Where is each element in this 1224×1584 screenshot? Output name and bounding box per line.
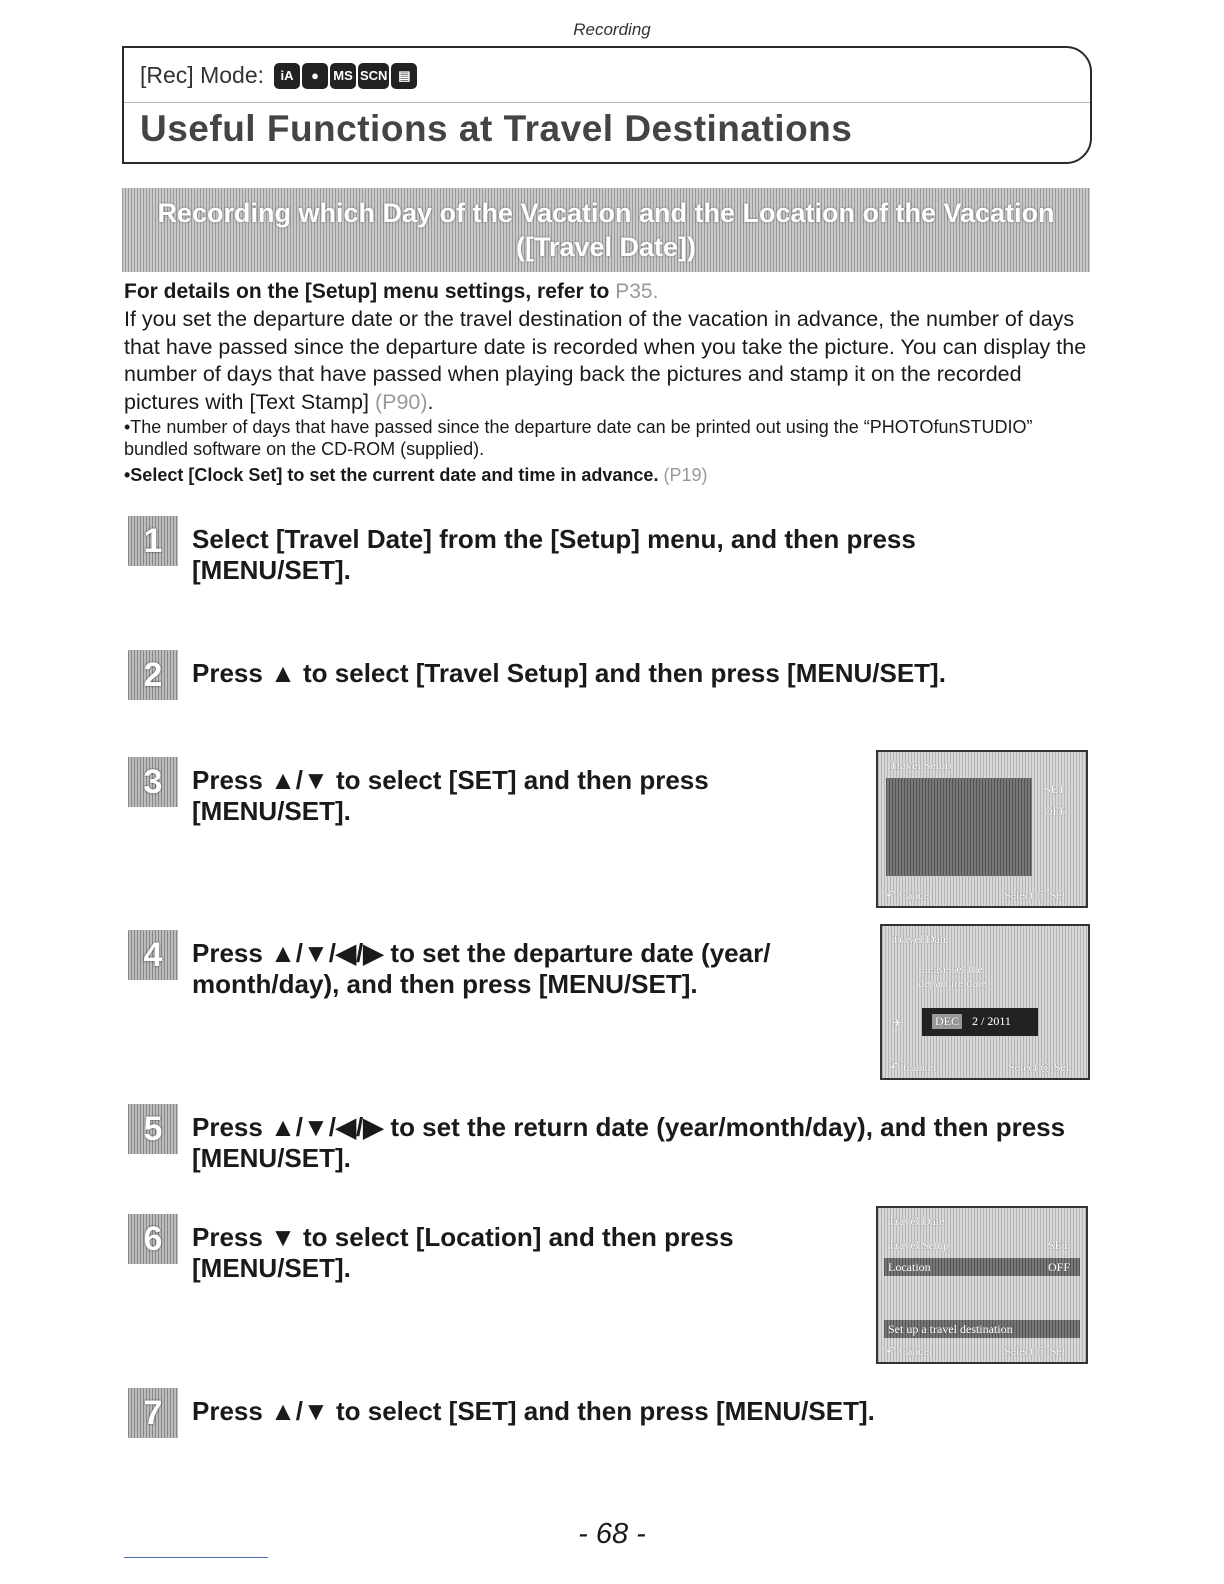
page-number: - 68 - [578, 1518, 646, 1550]
screen-preview-area [886, 778, 1032, 876]
step-number: 7 [128, 1388, 178, 1438]
screen-cancel: ↶ Cancel [886, 888, 933, 902]
screen-select-set: Select ◎ Set [1004, 1344, 1066, 1358]
step-number: 1 [128, 516, 178, 566]
cancel-label: Cancel [899, 1344, 933, 1358]
step-text: Press ▲ to select [Travel Setup] and then press [MENU/SET]. [192, 658, 946, 688]
step-text: Press ▲/▼ to select [SET] and then press [MENU/SET]. [192, 765, 709, 826]
details-reference [124, 280, 658, 304]
travel-setup-screen [876, 750, 1088, 908]
set-label: Set [1049, 1344, 1066, 1358]
screen-select-set: Select ◎ Set [1004, 888, 1066, 902]
date-value: 2 / 2011 [972, 1014, 1011, 1028]
set-label: Set [1049, 888, 1066, 902]
date-month: DEC [932, 1014, 962, 1029]
screen-title: Travel Date [892, 932, 949, 946]
intro-text: If you set the departure date or the travel destination of the vacation in advance, the number of days that have passed since the departure date is recorded when you take the picture. You can display the number of days that have passed when playing back the pictures and stamp it on the recorded pictures with [Text Stamp] [124, 307, 1087, 414]
section-banner [122, 188, 1090, 272]
screen-title: Travel Date [888, 1214, 945, 1228]
row-travel-setup: Travel Setup [888, 1238, 950, 1252]
screen-cancel: ↶ Cancel [890, 1060, 937, 1074]
step-number: 2 [128, 650, 178, 700]
step-number: 6 [128, 1214, 178, 1264]
screen-option-set: SET [1044, 782, 1066, 796]
cancel-label: Cancel [899, 888, 933, 902]
normal-picture-mode-icon: ● [302, 63, 328, 89]
location-screen [876, 1206, 1088, 1364]
rec-mode-row [140, 62, 417, 89]
intro-end: . [427, 389, 434, 414]
departure-date-screen [880, 924, 1090, 1080]
screen-option-off: OFF [1044, 804, 1067, 818]
note-clock-set-ref[interactable]: (P19) [663, 465, 708, 485]
page-title: Useful Functions at Travel Destinations [140, 108, 853, 149]
step-text: Press ▲/▼/◀/▶ to set the return date (year/month/day), and then press [MENU/SET]. [192, 1112, 1066, 1173]
hint-text: Set up a travel destination [888, 1322, 1013, 1336]
details-text: For details on the [Setup] menu settings, refer to [124, 280, 610, 303]
step-text: Press ▲/▼/◀/▶ to set the departure date (year/ month/day), and then press [MENU/SET]. [192, 938, 771, 999]
screen-title: Travel Setup [890, 758, 952, 772]
departure-icon: ✈ [892, 1016, 903, 1030]
note-photofunstudio: •The number of days that have passed since the departure date can be printed out using the “PHOTOfunSTUDIO” bundled software on the CD-ROM (supplied). [124, 417, 1033, 459]
step-number: 5 [128, 1104, 178, 1154]
step-text: Press ▲/▼ to select [SET] and then press [MENU/SET]. [192, 1396, 875, 1426]
intro-paragraph [124, 306, 1094, 416]
motion-picture-mode-icon: ▤ [391, 63, 417, 89]
footer-rule [124, 1557, 268, 1558]
banner-line-1: Recording which Day of the Vacation and the Location of the Vacation [157, 198, 1055, 228]
select-label: Select [1004, 888, 1034, 902]
screen-cancel: ↶ Cancel [886, 1344, 933, 1358]
select-label: Select [1008, 1060, 1038, 1074]
step-number: 3 [128, 757, 178, 807]
note-clock-set-text: •Select [Clock Set] to set the current date and time in advance. [124, 465, 659, 485]
note-clock-set [124, 464, 1094, 486]
step-text: Press ▼ to select [Location] and then press [MENU/SET]. [192, 1222, 734, 1283]
my-scene-mode-icon: MS [330, 63, 356, 89]
row-location: Location [888, 1260, 931, 1274]
intro-page-ref[interactable]: (P90) [374, 389, 428, 414]
banner-line-2: ([Travel Date]) [515, 232, 697, 262]
cancel-label: Cancel [903, 1060, 937, 1074]
intelligent-auto-mode-icon: iA [274, 63, 300, 89]
step-text: Select [Travel Date] from the [Setup] menu, and then press [MENU/SET]. [192, 524, 916, 585]
screen-select-set: Select ◎ Set [1008, 1060, 1070, 1074]
set-label: Set [1053, 1060, 1070, 1074]
rec-mode-label: [Rec] Mode: [140, 62, 264, 88]
mode-icons [274, 63, 417, 89]
screen-message: Please set the departure date [918, 962, 987, 990]
row-travel-setup-value: SET [1048, 1238, 1070, 1252]
details-page-ref[interactable]: P35. [615, 280, 659, 303]
select-label: Select [1004, 1344, 1034, 1358]
section-label: Recording [573, 20, 651, 39]
row-location-value: OFF [1048, 1260, 1071, 1274]
step-number: 4 [128, 930, 178, 980]
scene-mode-icon: SCN [358, 63, 389, 89]
